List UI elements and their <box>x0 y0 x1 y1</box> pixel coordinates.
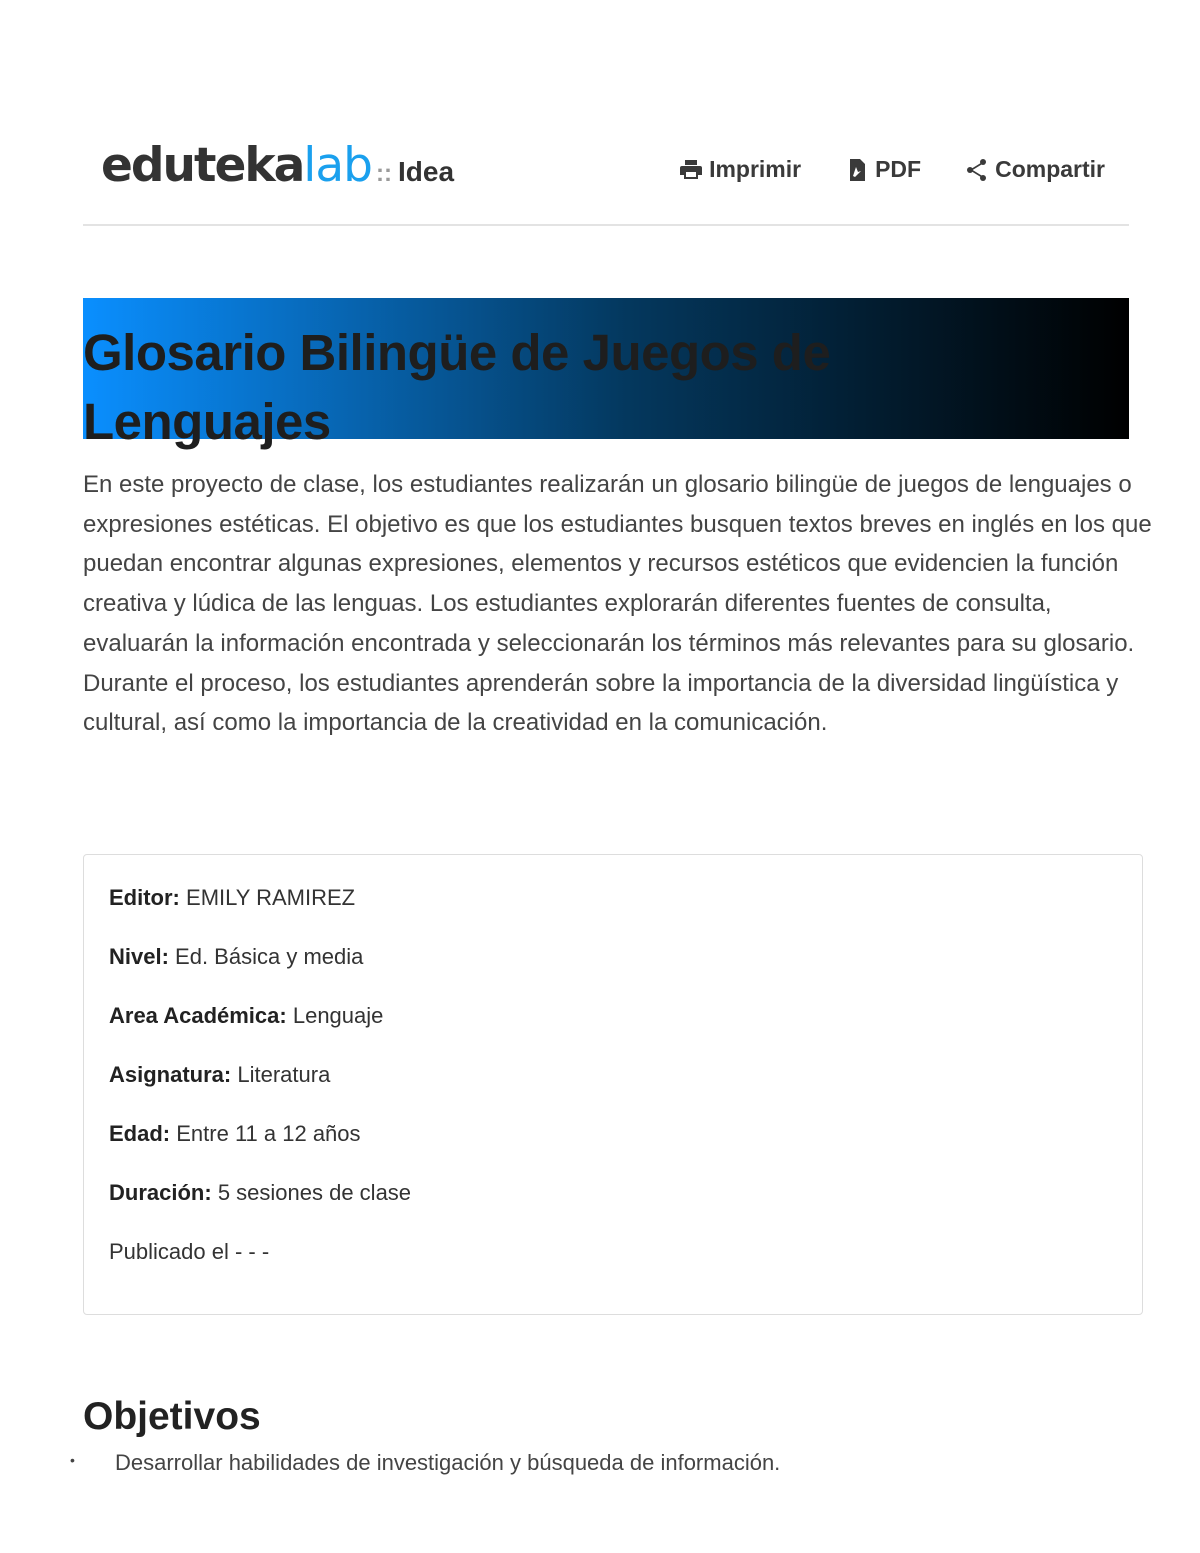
info-edad-label: Edad: <box>109 1121 171 1146</box>
pdf-file-icon <box>845 158 869 182</box>
pdf-button[interactable] <box>845 156 921 183</box>
page-title: Glosario Bilingüe de Juegos de Lenguajes <box>83 324 831 450</box>
project-info-card <box>83 854 1143 1315</box>
header-actions <box>679 156 1105 183</box>
info-duracion <box>109 1180 411 1206</box>
share-button-label: Compartir <box>995 156 1105 182</box>
info-area-label: Area Académica: <box>109 1003 287 1028</box>
info-asignatura-label: Asignatura: <box>109 1062 232 1087</box>
printer-icon <box>679 158 703 182</box>
share-button[interactable] <box>965 156 1105 183</box>
info-publicado: Publicado el - - - <box>109 1239 270 1264</box>
project-description: En este proyecto de clase, los estudiantes realizarán un glosario bilingüe de juegos de lenguajes o expresiones estéticas. El objetivo es que los estudiantes busquen textos breves en inglés en los que puedan encontrar algunas expresiones, elementos y recursos estéticos que evidencien la función creativa y lúdica de las lenguas. Los estudiantes explorarán diferentes fuentes de consulta, evaluarán la información encontrada y seleccionarán los términos más relevantes para su glosario. Durante el proceso, los estudiantes aprenderán sobre la importancia de la diversidad lingüística y cultural, así como la importancia de la creatividad en la comunicación. <box>83 471 1152 737</box>
info-editor-label: Editor: <box>109 885 180 910</box>
list-item-text: Desarrollar habilidades de investigación y búsqueda de información. <box>115 1450 781 1475</box>
print-button-label: Imprimir <box>709 156 802 182</box>
logo-text-lab: lab <box>303 138 372 193</box>
info-nivel-label: Nivel: <box>109 944 169 969</box>
info-area-value: Lenguaje <box>292 1003 384 1028</box>
objetivos-heading: Objetivos <box>83 1395 261 1438</box>
pdf-button-label: PDF <box>875 156 922 182</box>
info-asignatura <box>109 1062 330 1088</box>
info-nivel-value: Ed. Básica y media <box>175 944 364 969</box>
info-asignatura-value: Literatura <box>237 1062 331 1087</box>
info-duracion-label: Duración: <box>109 1180 212 1205</box>
list-bullet: • <box>70 1452 75 1468</box>
share-icon <box>965 158 989 182</box>
info-duracion-value: 5 sesiones de clase <box>217 1180 412 1205</box>
logo-section-idea: Idea <box>397 156 455 187</box>
logo-text-eduteka: eduteka <box>101 138 304 193</box>
info-edad <box>109 1121 361 1147</box>
eduteka-lab-logo[interactable] <box>101 138 454 194</box>
logo-separator: :: <box>376 160 392 187</box>
info-area <box>109 1003 383 1029</box>
page-header <box>83 130 1129 226</box>
objetivos-list <box>0 1450 1200 1484</box>
info-nivel <box>109 944 363 970</box>
info-editor-value: EMILY RAMIREZ <box>186 885 356 910</box>
list-item <box>0 1450 1200 1484</box>
print-button[interactable] <box>679 156 801 183</box>
info-editor <box>109 885 355 911</box>
info-edad-value: Entre 11 a 12 años <box>176 1121 361 1146</box>
